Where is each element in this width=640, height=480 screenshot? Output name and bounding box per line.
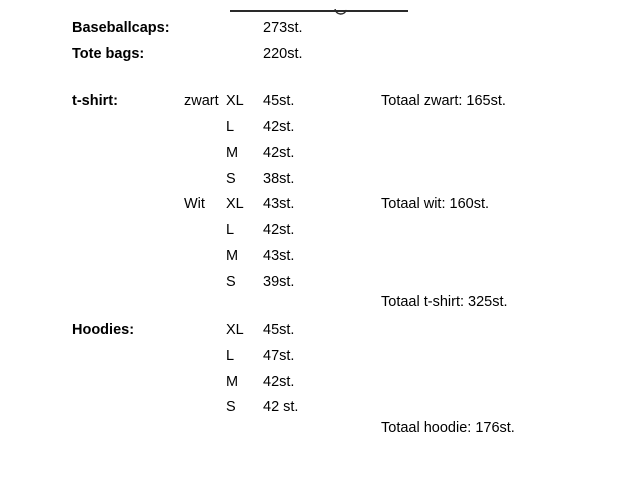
count-value: 45st. [263,322,295,338]
count-value: 38st. [263,171,295,187]
count-value: 43st. [263,196,295,212]
size-label: M [226,374,239,390]
size-label: XL [226,322,244,338]
size-label: L [226,119,235,135]
count-value: 42st. [263,222,295,238]
color-label: Wit [184,196,205,212]
cutoff-heading-descender-icon [334,9,348,18]
size-label: S [226,171,236,187]
section-label: Hoodies: [72,322,135,338]
summary-label: Baseballcaps: [72,20,170,36]
count-value: 39st. [263,274,295,290]
section-total: Totaal t-shirt: 325st. [381,294,508,310]
count-value: 42 st. [263,399,299,415]
size-label: S [226,274,236,290]
size-label: L [226,222,235,238]
section-label: t-shirt: [72,93,118,109]
count-value: 42st. [263,119,295,135]
size-label: M [226,145,239,161]
size-label: XL [226,93,244,109]
summary-count: 273st. [263,20,303,36]
group-total: Totaal wit: 160st. [381,196,489,212]
size-label: L [226,348,235,364]
size-label: S [226,399,236,415]
size-label: XL [226,196,244,212]
count-value: 43st. [263,248,295,264]
count-value: 42st. [263,374,295,390]
color-label: zwart [184,93,219,109]
heading-underline [230,10,408,12]
summary-label: Tote bags: [72,46,145,62]
count-value: 47st. [263,348,295,364]
summary-count: 220st. [263,46,303,62]
size-label: M [226,248,239,264]
count-value: 42st. [263,145,295,161]
section-total: Totaal hoodie: 176st. [381,420,515,436]
count-value: 45st. [263,93,295,109]
group-total: Totaal zwart: 165st. [381,93,506,109]
